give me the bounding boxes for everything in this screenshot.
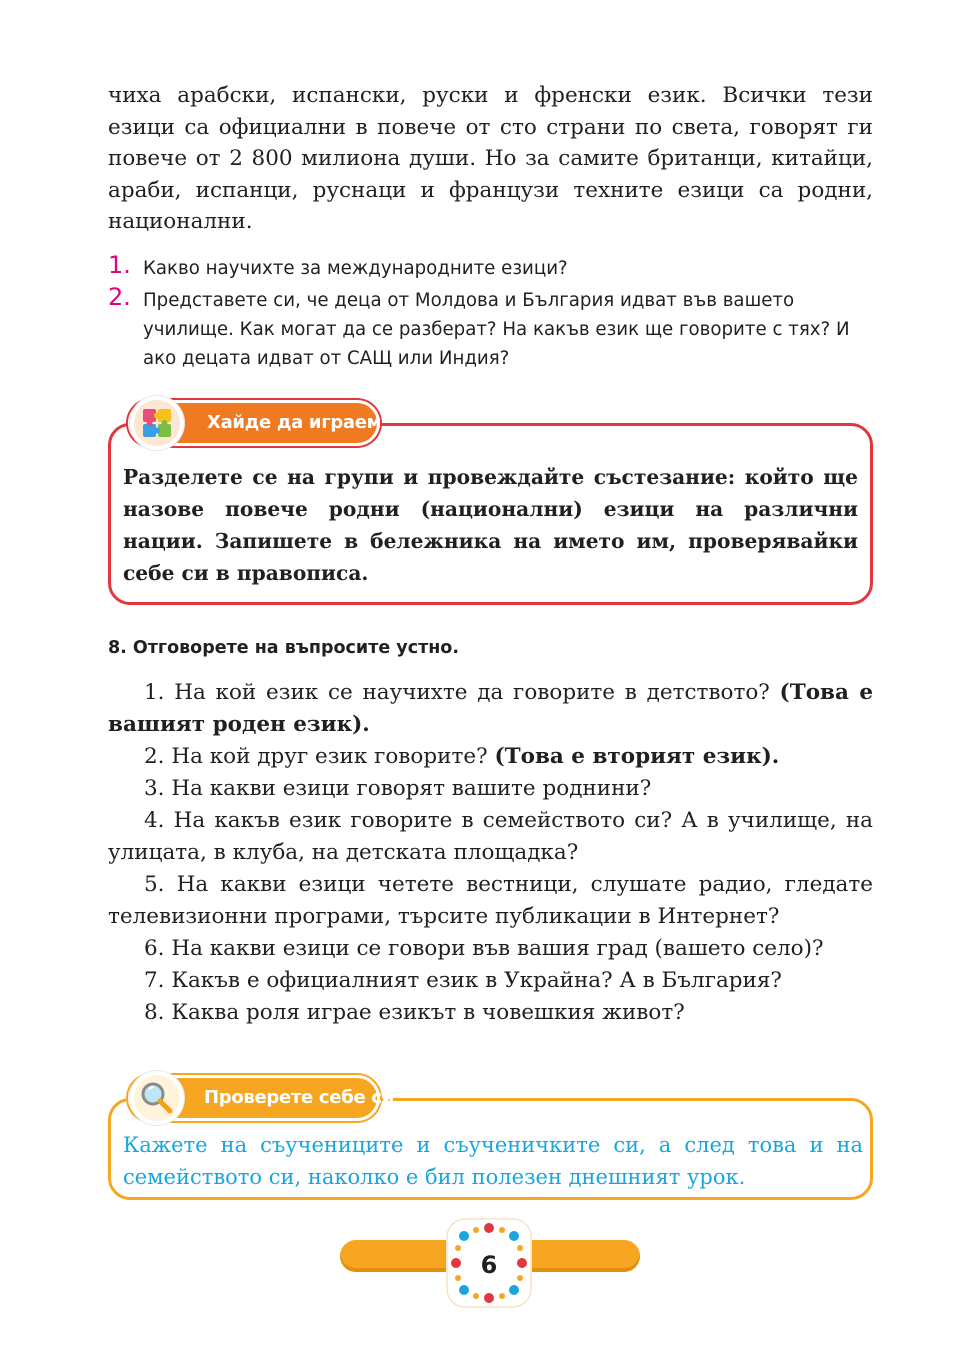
exercise-item: 6. На какви езици се говори във вашия град (вашето село)? xyxy=(144,936,824,961)
questions-list xyxy=(108,251,878,373)
intro-paragraph: чиха арабски, испански, руски и френски език. Всички тези езици са официални в повече от сто страни по света, говорят ги повече от 2 800 милиона души. Но за самите британци, китайци, араби, испанци, руснаци и французи техните езици са родни, национални. xyxy=(108,83,873,234)
question-text: Какво научихте за международните езици? xyxy=(143,258,568,279)
exercise-item: 4. На какъв език говорите в семейството си? А в училище, на улицата, в клуба, на детската площадка? xyxy=(108,808,873,865)
question-text: Представете си, че деца от Молдова и България идват във вашето училище. Как могат да се разберат? На какъв език ще говорите с тях? И ако децата идват от САЩ или Индия? xyxy=(143,290,850,369)
exercise-item: 8. Каква роля играе езикът в човешкия живот? xyxy=(144,1000,685,1025)
question-number: 2. xyxy=(108,283,131,311)
check-banner-label: Проверете себе си xyxy=(204,1087,395,1108)
exercise-title: 8. Отговорете на въпросите устно. xyxy=(108,638,459,658)
check-banner xyxy=(128,1075,395,1121)
play-box-text: Разделете се на групи и провеждайте състезание: който ще назове повече родни (национални) езици на различни нации. Запишете в бележника на името им, проверявайки себе си в правописа. xyxy=(123,465,858,585)
puzzle-icon xyxy=(130,396,184,450)
check-box-text: Кажете на съучениците и съученичките си, а след това и на семейството си, наколко е бил полезен днешният урок. xyxy=(123,1133,863,1189)
page-number: 6 xyxy=(467,1243,511,1287)
play-banner xyxy=(128,400,380,446)
question-item xyxy=(108,251,878,283)
exercise-item: 3. На какви езици говорят вашите роднини? xyxy=(144,776,652,801)
exercise-item: 2. На кой друг език говорите? (Това е вторият език). xyxy=(144,744,780,769)
exercise-item: 1. На кой език се научихте да говорите в детството? (Това е вашият роден език). xyxy=(108,680,873,737)
magnifier-icon xyxy=(130,1071,184,1125)
question-item xyxy=(108,283,878,373)
exercise-item: 5. На какви езици четете вестници, слушате радио, гледате телевизионни програми, търсите публикации в Интернет? xyxy=(108,872,873,929)
exercise-list xyxy=(108,677,873,1029)
play-banner-label: Хайде да играем xyxy=(207,412,382,433)
exercise-item: 7. Какъв е официалният език в Украйна? А в България? xyxy=(144,968,782,993)
question-number: 1. xyxy=(108,251,131,279)
